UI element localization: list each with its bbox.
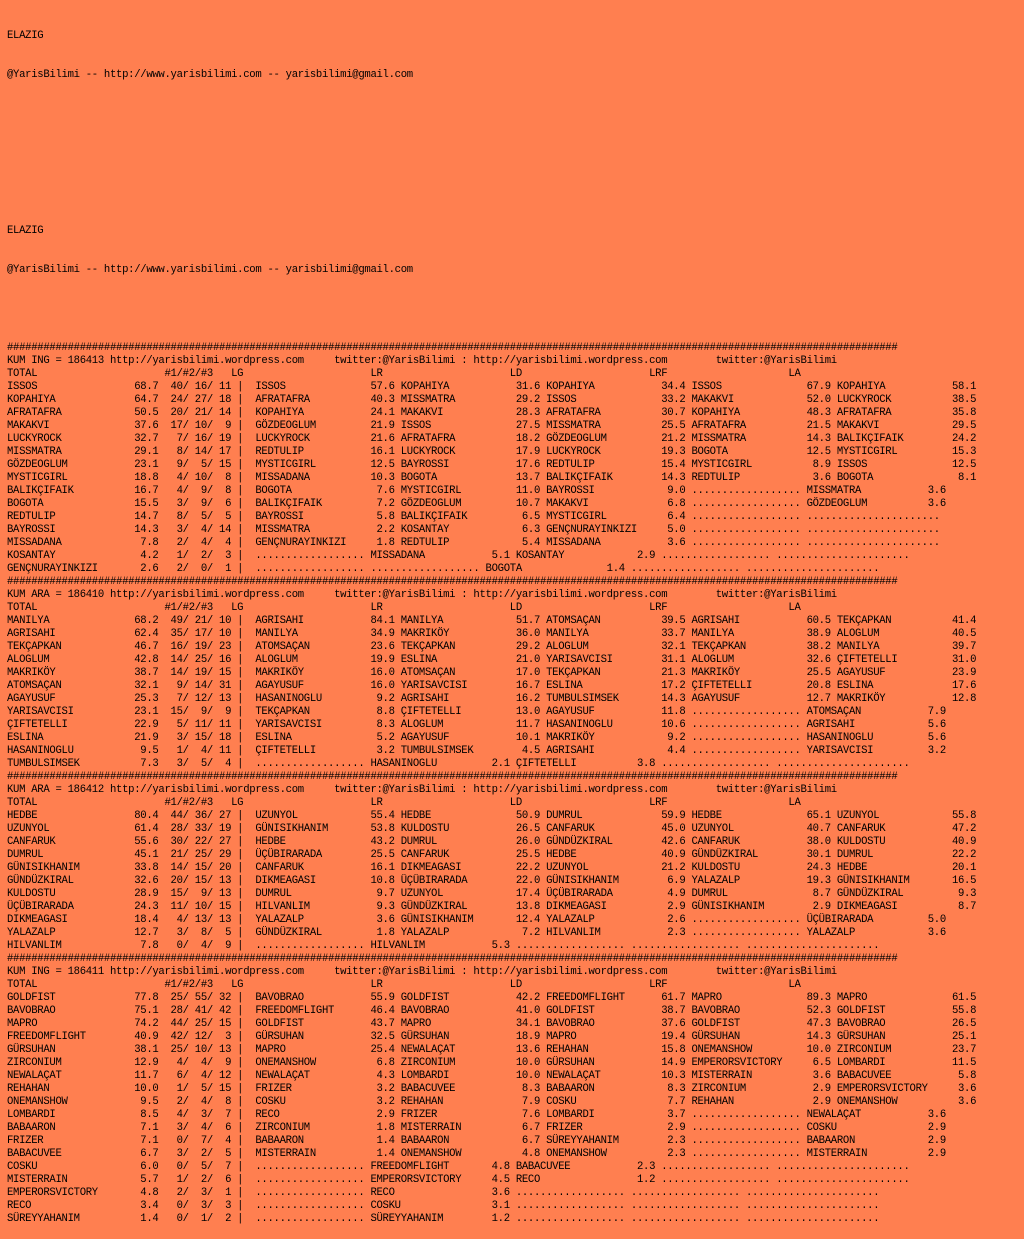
column-header: TOTAL #1/#2/#3 LG LR LD LRF LA [7, 979, 801, 991]
header-title: ELAZIG [7, 225, 44, 237]
result-row: GÜNISIKHANIM 33.8 14/ 15/ 20 | CANFARUK 16.1 DIKMEAGASI 22.2 UZUNYOL 21.2 KULDOSTU 24.3 HEDBE 20.1 [7, 862, 977, 874]
result-row: RECO 3.4 0/ 3/ 3 | .................. COSKU 3.1 .................. .................. ...................... [7, 1200, 880, 1212]
result-row: ZIRCONIUM 12.9 4/ 4/ 9 | ONEMANSHOW 6.8 ZIRCONIUM 10.0 GÜRSUHAN 14.9 EMPERORSVICTORY 6.5 LOMBARDI 11.5 [7, 1057, 977, 1069]
result-row: ATOMSAÇAN 32.1 9/ 14/ 31 | AGAYUSUF 16.0 YARISAVCISI 16.7 ESLINA 17.2 ÇIFTETELLI 20.8 ESLINA 17.6 [7, 680, 977, 692]
race-section [7, 576, 1024, 771]
result-row: MANILYA 68.2 49/ 21/ 10 | AGRISAHI 84.1 MANILYA 51.7 ATOMSAÇAN 39.5 AGRISAHI 60.5 TEKÇAPKAN 41.4 [7, 615, 977, 627]
result-row: NEWALAÇAT 11.7 6/ 4/ 12 | NEWALAÇAT 4.3 LOMBARDI 10.0 NEWALAÇAT 10.3 MISTERRAIN 3.6 BABACUVEE 5.8 [7, 1070, 977, 1082]
result-row: COSKU 6.0 0/ 5/ 7 | .................. FREEDOMFLIGHT 4.8 BABACUVEE 2.3 .................. ...................... [7, 1161, 910, 1173]
blank-line [7, 186, 1024, 199]
result-row: BALIKÇIFAIK 16.7 4/ 9/ 8 | BOGOTA 7.6 MYSTICGIRL 11.0 BAYROSSI 9.0 .................. MISSMATRA 3.6 [7, 485, 946, 497]
separator-line: ################################################################################################################################################### [7, 953, 898, 965]
race-header: KUM ING = 186413 http://yarisbilimi.wordpress.com twitter:@YarisBilimi : http://yarisbilimi.wordpress.com twitter:@YarisBilimi [7, 355, 837, 367]
result-row: GÜRSUHAN 38.1 25/ 10/ 13 | MAPRO 25.4 NEWALAÇAT 13.6 REHAHAN 15.8 ONEMANSHOW 10.0 ZIRCONIUM 23.7 [7, 1044, 977, 1056]
race-section [7, 771, 1024, 953]
race-header: KUM ING = 186411 http://yarisbilimi.wordpress.com twitter:@YarisBilimi : http://yarisbilimi.wordpress.com twitter:@YarisBilimi [7, 966, 837, 978]
result-row: GOLDFIST 77.8 25/ 55/ 32 | BAVOBRAO 55.9 GOLDFIST 42.2 FREEDOMFLIGHT 61.7 MAPRO 89.3 MAPRO 61.5 [7, 992, 977, 1004]
result-row: REDTULIP 14.7 8/ 5/ 5 | BAYROSSI 5.8 BALIKÇIFAIK 6.5 MYSTICGIRL 6.4 .................. ...................... [7, 511, 940, 523]
blank-line [7, 147, 1024, 160]
race-header: KUM ARA = 186412 http://yarisbilimi.wordpress.com twitter:@YarisBilimi : http://yarisbilimi.wordpress.com twitter:@YarisBilimi [7, 784, 837, 796]
result-row: ÇIFTETELLI 22.9 5/ 11/ 11 | YARISAVCISI 8.3 ALOGLUM 11.7 HASANINOGLU 10.6 .................. AGRISAHI 5.6 [7, 719, 946, 731]
result-row: HASANINOGLU 9.5 1/ 4/ 11 | ÇIFTETELLI 3.2 TUMBULSIMSEK 4.5 AGRISAHI 4.4 .................. YARISAVCISI 3.2 [7, 745, 946, 757]
result-row: LUCKYROCK 32.7 7/ 16/ 19 | LUCKYROCK 21.6 AFRATAFRA 18.2 GÖZDEOGLUM 21.2 MISSMATRA 14.3 BALIKÇIFAIK 24.2 [7, 433, 977, 445]
result-row: ESLINA 21.9 3/ 15/ 18 | ESLINA 5.2 AGAYUSUF 10.1 MAKRIKÖY 9.2 .................. HASANINOGLU 5.6 [7, 732, 946, 744]
result-row: REHAHAN 10.0 1/ 5/ 15 | FRIZER 3.2 BABACUVEE 8.3 BABAARON 8.3 ZIRCONIUM 2.9 EMPERORSVICTORY 3.6 [7, 1083, 977, 1095]
header-contact: @YarisBilimi -- http://www.yarisbilimi.com -- yarisbilimi@gmail.com [7, 264, 413, 276]
race-sections [7, 342, 1024, 1226]
result-row: TEKÇAPKAN 46.7 16/ 19/ 23 | ATOMSAÇAN 23.6 TEKÇAPKAN 29.2 ALOGLUM 32.1 TEKÇAPKAN 38.2 MANILYA 39.7 [7, 641, 977, 653]
result-row: BAYROSSI 14.3 3/ 4/ 14 | MISSMATRA 2.2 KOSANTAY 6.3 GENÇNURAYINKIZI 5.0 .................. ...................... [7, 524, 940, 536]
result-row: AFRATAFRA 50.5 20/ 21/ 14 | KOPAHIYA 24.1 MAKAKVI 28.3 AFRATAFRA 30.7 KOPAHIYA 48.3 AFRATAFRA 35.8 [7, 407, 977, 419]
result-row: FREEDOMFLIGHT 40.9 42/ 12/ 3 | GÜRSUHAN 32.5 GÜRSUHAN 18.9 MAPRO 19.4 GÜRSUHAN 14.3 GÜRSUHAN 25.1 [7, 1031, 977, 1043]
column-header: TOTAL #1/#2/#3 LG LR LD LRF LA [7, 368, 801, 380]
separator-line: ################################################################################################################################################### [7, 771, 898, 783]
result-row: HILVANLIM 7.8 0/ 4/ 9 | .................. HILVANLIM 5.3 .................. .................. ...................... [7, 940, 880, 952]
column-header: TOTAL #1/#2/#3 LG LR LD LRF LA [7, 602, 801, 614]
result-row: ÜÇÜBIRARADA 24.3 11/ 10/ 15 | HILVANLIM 9.3 GÜNDÜZKIRAL 13.8 DIKMEAGASI 2.9 GÜNISIKHANIM 2.9 DIKMEAGASI 8.7 [7, 901, 977, 913]
result-row: EMPERORSVICTORY 4.8 2/ 3/ 1 | .................. RECO 3.6 .................. .................. ...................... [7, 1187, 880, 1199]
result-row: GENÇNURAYINKIZI 2.6 2/ 0/ 1 | .................. .................. BOGOTA 1.4 .................. ...................... [7, 563, 880, 575]
result-row: MAPRO 74.2 44/ 25/ 15 | GOLDFIST 43.7 MAPRO 34.1 BAVOBRAO 37.6 GOLDFIST 47.3 BAVOBRAO 26.5 [7, 1018, 977, 1030]
result-row: MISTERRAIN 5.7 1/ 2/ 6 | .................. EMPERORSVICTORY 4.5 RECO 1.2 .................. ...................... [7, 1174, 910, 1186]
separator-line: ################################################################################################################################################### [7, 576, 898, 588]
result-row: BAVOBRAO 75.1 28/ 41/ 42 | FREEDOMFLIGHT 46.4 BAVOBRAO 41.0 GOLDFIST 38.7 BAVOBRAO 52.3 GOLDFIST 55.8 [7, 1005, 977, 1017]
race-section [7, 953, 1024, 1226]
result-row: MISSMATRA 29.1 8/ 14/ 17 | REDTULIP 16.1 LUCKYROCK 17.9 LUCKYROCK 19.3 BOGOTA 12.5 MYSTICGIRL 15.3 [7, 446, 977, 458]
separator-line: ################################################################################################################################################### [7, 342, 898, 354]
result-row: HEDBE 80.4 44/ 36/ 27 | UZUNYOL 55.4 HEDBE 50.9 DUMRUL 59.9 HEDBE 65.1 UZUNYOL 55.8 [7, 810, 977, 822]
result-row: DUMRUL 45.1 21/ 25/ 29 | ÜÇÜBIRARADA 25.5 CANFARUK 25.5 HEDBE 40.9 GÜNDÜZKIRAL 30.1 DUMRUL 22.2 [7, 849, 977, 861]
result-row: FRIZER 7.1 0/ 7/ 4 | BABAARON 1.4 BABAARON 6.7 SÜREYYAHANIM 2.3 .................. BABAARON 2.9 [7, 1135, 946, 1147]
result-row: YALAZALP 12.7 3/ 8/ 5 | GÜNDÜZKIRAL 1.8 YALAZALP 7.2 HILVANLIM 2.3 .................. YALAZALP 3.6 [7, 927, 946, 939]
result-row: ALOGLUM 42.8 14/ 25/ 16 | ALOGLUM 19.9 ESLINA 21.0 YARISAVCISI 31.1 ALOGLUM 32.6 ÇIFTETELLI 31.0 [7, 654, 977, 666]
result-row: BABACUVEE 6.7 3/ 2/ 5 | MISTERRAIN 1.4 ONEMANSHOW 4.8 ONEMANSHOW 2.3 .................. MISTERRAIN 2.9 [7, 1148, 946, 1160]
result-row: AGRISAHI 62.4 35/ 17/ 10 | MANILYA 34.9 MAKRIKÖY 36.0 MANILYA 33.7 MANILYA 38.9 ALOGLUM 40.5 [7, 628, 977, 640]
result-row: SÜREYYAHANIM 1.4 0/ 1/ 2 | .................. SÜREYYAHANIM 1.2 .................. .................. ...................... [7, 1213, 880, 1225]
header-title: ELAZIG [7, 30, 44, 42]
result-row: MYSTICGIRL 18.8 4/ 10/ 8 | MISSADANA 10.3 BOGOTA 13.7 BALIKÇIFAIK 14.3 REDTULIP 3.6 BOGOTA 8.1 [7, 472, 977, 484]
result-row: BOGOTA 15.5 3/ 9/ 6 | BALIKÇIFAIK 7.2 GÖZDEOGLUM 10.7 MAKAKVI 6.8 .................. GÖZDEOGLUM 3.6 [7, 498, 946, 510]
result-row: TUMBULSIMSEK 7.3 3/ 5/ 4 | .................. HASANINOGLU 2.1 ÇIFTETELLI 3.8 .................. ...................... [7, 758, 910, 770]
column-header: TOTAL #1/#2/#3 LG LR LD LRF LA [7, 797, 801, 809]
result-row: CANFARUK 55.6 30/ 22/ 27 | HEDBE 43.2 DUMRUL 26.0 GÜNDÜZKIRAL 42.6 CANFARUK 38.0 KULDOSTU 40.9 [7, 836, 977, 848]
blank-line [7, 108, 1024, 121]
result-row: MISSADANA 7.8 2/ 4/ 4 | GENÇNURAYINKIZI 1.8 REDTULIP 5.4 MISSADANA 3.6 .................. ...................... [7, 537, 940, 549]
result-row: ONEMANSHOW 9.5 2/ 4/ 8 | COSKU 3.2 REHAHAN 7.9 COSKU 7.7 REHAHAN 2.9 ONEMANSHOW 3.6 [7, 1096, 977, 1108]
result-row: YARISAVCISI 23.1 15/ 9/ 9 | TEKÇAPKAN 8.8 ÇIFTETELLI 13.0 AGAYUSUF 11.8 .................. ATOMSAÇAN 7.9 [7, 706, 946, 718]
result-row: LOMBARDI 8.5 4/ 3/ 7 | RECO 2.9 FRIZER 7.6 LOMBARDI 3.7 .................. NEWALAÇAT 3.6 [7, 1109, 946, 1121]
blank-line [7, 303, 1024, 316]
header-contact: @YarisBilimi -- http://www.yarisbilimi.com -- yarisbilimi@gmail.com [7, 69, 413, 81]
result-row: GÜNDÜZKIRAL 32.6 20/ 15/ 13 | DIKMEAGASI 10.8 ÜÇÜBIRARADA 22.0 GÜNISIKHANIM 6.9 YALAZALP 19.3 GÜNISIKHANIM 16.5 [7, 875, 977, 887]
result-row: GÖZDEOGLUM 23.1 9/ 5/ 15 | MYSTICGIRL 12.5 BAYROSSI 17.6 REDTULIP 15.4 MYSTICGIRL 8.9 ISSOS 12.5 [7, 459, 977, 471]
result-row: BABAARON 7.1 3/ 4/ 6 | ZIRCONIUM 1.8 MISTERRAIN 6.7 FRIZER 2.9 .................. COSKU 2.9 [7, 1122, 946, 1134]
result-row: KULDOSTU 28.9 15/ 9/ 13 | DUMRUL 9.7 UZUNYOL 17.4 ÜÇÜBIRARADA 4.9 DUMRUL 8.7 GÜNDÜZKIRAL 9.3 [7, 888, 977, 900]
race-header: KUM ARA = 186410 http://yarisbilimi.wordpress.com twitter:@YarisBilimi : http://yarisbilimi.wordpress.com twitter:@YarisBilimi [7, 589, 837, 601]
result-row: DIKMEAGASI 18.4 4/ 13/ 13 | YALAZALP 3.6 GÜNISIKHANIM 12.4 YALAZALP 2.6 .................. ÜÇÜBIRARADA 5.0 [7, 914, 946, 926]
race-section [7, 342, 1024, 576]
result-row: KOPAHIYA 64.7 24/ 27/ 18 | AFRATAFRA 40.3 MISSMATRA 29.2 ISSOS 33.2 MAKAKVI 52.0 LUCKYROCK 38.5 [7, 394, 977, 406]
result-row: UZUNYOL 61.4 28/ 33/ 19 | GÜNISIKHANIM 53.8 KULDOSTU 26.5 CANFARUK 45.0 UZUNYOL 40.7 CANFARUK 47.2 [7, 823, 977, 835]
result-row: KOSANTAY 4.2 1/ 2/ 3 | .................. MISSADANA 5.1 KOSANTAY 2.9 .................. ...................... [7, 550, 910, 562]
result-row: MAKAKVI 37.6 17/ 10/ 9 | GÖZDEOGLUM 21.9 ISSOS 27.5 MISSMATRA 25.5 AFRATAFRA 21.5 MAKAKVI 29.5 [7, 420, 977, 432]
result-row: ISSOS 68.7 40/ 16/ 11 | ISSOS 57.6 KOPAHIYA 31.6 KOPAHIYA 34.4 ISSOS 67.9 KOPAHIYA 58.1 [7, 381, 977, 393]
result-row: AGAYUSUF 25.3 7/ 12/ 13 | HASANINOGLU 9.2 AGRISAHI 16.2 TUMBULSIMSEK 14.3 AGAYUSUF 12.7 MAKRIKÖY 12.8 [7, 693, 977, 705]
result-row: MAKRIKÖY 38.7 14/ 19/ 15 | MAKRIKÖY 16.0 ATOMSAÇAN 17.0 TEKÇAPKAN 21.3 MAKRIKÖY 25.5 AGAYUSUF 23.9 [7, 667, 977, 679]
